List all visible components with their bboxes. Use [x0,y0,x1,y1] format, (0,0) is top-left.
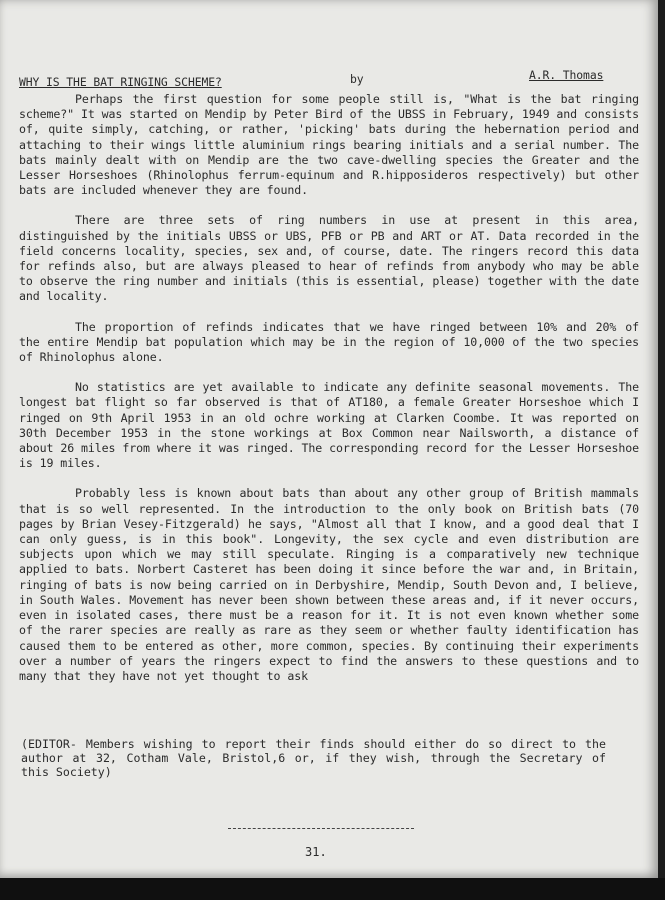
article-title: WHY IS THE BAT RINGING SCHEME? [19,75,222,89]
editor-note: (EDITOR- Members wishing to report their finds should either do so direct to the author at 32, Cotham Vale, Bristol,6 or, if they wish, through the Secretary of this Society) [21,737,606,779]
paragraph-ring-numbers: There are three sets of ring numbers in use at present in this area, distinguished by the initials UBSS or UBS, PFB or PB and ART or AT. Data recorded in the field concerns locality, species, sex and, of course, date. The ringers record this data for refinds also, but are always pleased to hear of refinds from anybody who may be able to observe the ring number and initials (this is essential, please) together with the date and locality. [19,213,639,304]
article-author: A.R. Thomas [529,68,604,82]
scan-edge-right [658,0,665,900]
article-header [19,64,639,90]
paragraph-knowledge: Probably less is known about bats than about any other group of British mammals that is so well represented. In the introduction to the only book on British bats (70 pages by Brian Vesey-Fitzgerald) he says, "Almost all that I know, and a good deal that I can only guess, is in this book". Longevity, the sex cycle and even distribution are subjects upon which we may still speculate. Ringing is a comparatively new technique applied to bats. Norbert Casteret has been doing it since before the war and, in Britain, ringing of bats is now being carried on in Derbyshire, Mendip, South Devon and, I believe, in South Wales. Movement has never been shown between these areas and, if it never occurs, even in isolated cases, there must be a reason for it. It is not even known whether some of the rarer species are really as rare as they seem or whether faulty identification has caused them to be entered as other, more common, species. By continuing their experiments over a number of years the ringers expect to find the answers to these questions and to many that they have not yet thought to ask [19,486,639,683]
paragraph-statistics: No statistics are yet available to indicate any definite seasonal movements. The longest bat flight so far observed is that of AT180, a female Greater Horseshoe which I ringed on 9th April 1953 in an old ochre working at Clarken Coombe. It was reported on 30th December 1953 in the stone workings at Box Common near Nailsworth, a distance of about 26 miles from where it was ringed. The corresponding record for the Lesser Horseshoe is 19 miles. [19,380,639,471]
scan-edge-bottom [0,878,665,900]
paragraph-refinds: The proportion of refinds indicates that we have ringed between 10% and 20% of the entire Mendip bat population which may be in the region of 10,000 of the two species of Rhinolophus alone. [19,319,639,365]
section-divider [228,828,414,829]
paragraph-intro: Perhaps the first question for some people still is, "What is the bat ringing scheme?" It was started on Mendip by Peter Bird of the UBSS in February, 1949 and consists of, quite simply, catching, or rather, 'picking' bats during the hebernation period and attaching to their wings little aluminium rings bearing initials and a serial number. The bats mainly dealt with on Mendip are the two cave-dwelling species the Greater and the Lesser Horseshoes (Rhinolophus ferrum-equinum and R.hipposideros respectively) but other bats are included whenever they are found. [19,92,639,198]
page-number: 31. [305,845,327,859]
byline-word: by [350,72,364,86]
article-body [19,64,639,699]
